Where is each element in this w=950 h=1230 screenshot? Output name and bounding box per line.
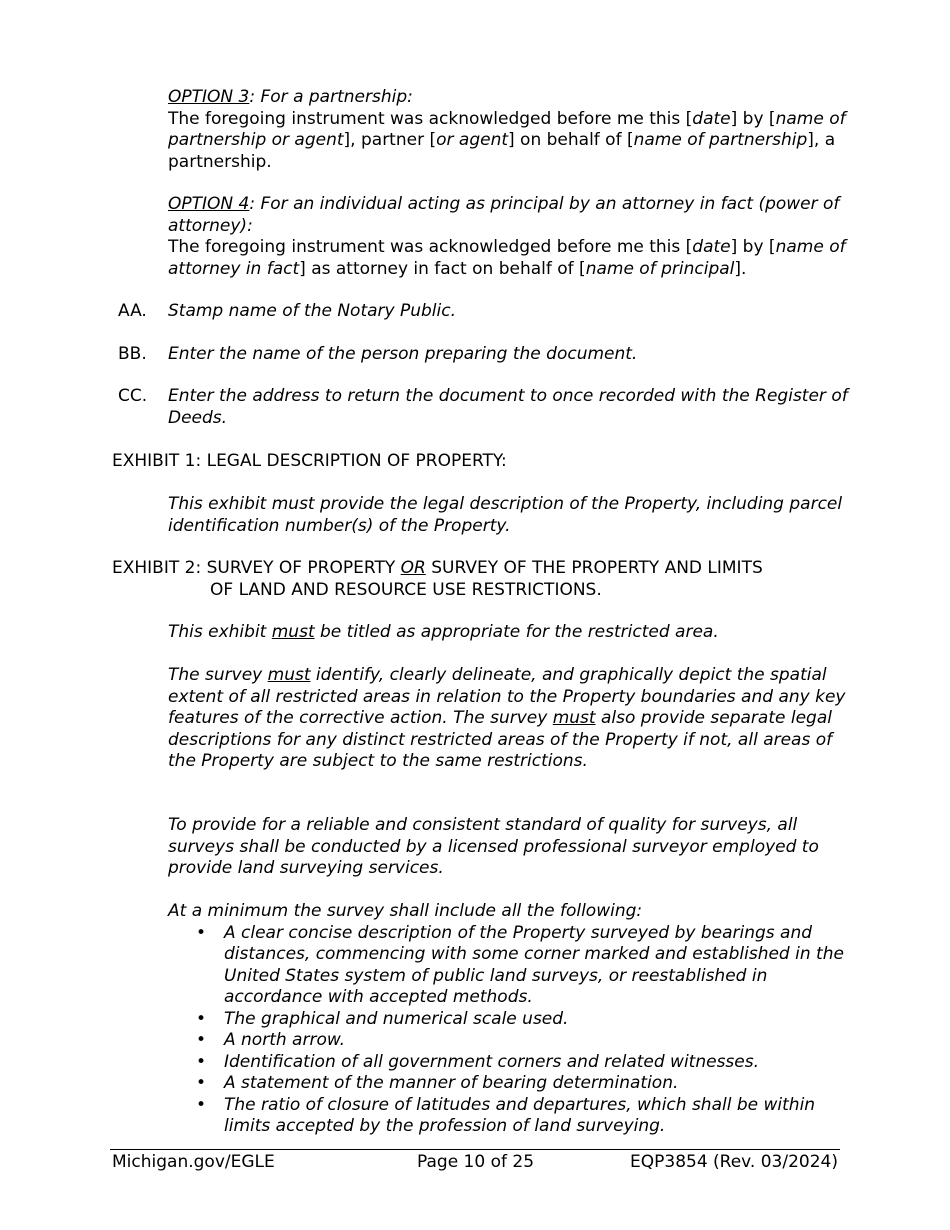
option-4-heading-text: : For an individual acting as principal by an attorney in fact (power of attorney): <box>168 194 840 236</box>
item-bb-text: Enter the name of the person preparing the document. <box>168 344 638 364</box>
text-run: ] by [ <box>730 237 776 257</box>
placeholder-principal: name of principal <box>585 258 735 279</box>
list-item-text: Identification of all government corners and related witnesses. <box>224 1051 760 1072</box>
footer-divider <box>110 1149 840 1150</box>
exhibit-2-title <box>112 558 852 601</box>
footer-form-id: EQP3854 (Rev. 03/2024) <box>630 1152 838 1172</box>
survey-requirements-list <box>168 923 850 1138</box>
option-3-label: OPTION 3 <box>168 87 250 107</box>
list-item <box>168 1095 850 1138</box>
text-run: also provide separate legal descriptions for any distinct restricted areas of the Property if not, all areas of the Property are subject to the same restrictions. <box>168 708 833 771</box>
placeholder-attorney-in-fact: name of attorney in fact <box>168 237 846 279</box>
list-item <box>168 1009 850 1031</box>
exhibit-2-paragraph-2 <box>168 665 850 773</box>
exhibit-2-or: OR <box>400 558 426 578</box>
survey-requirements <box>168 901 850 1138</box>
footer-website: Michigan.gov/EGLE <box>112 1152 275 1172</box>
item-cc-label: CC. <box>118 386 148 406</box>
bullet-icon: • <box>196 1073 207 1093</box>
item-aa-text: Stamp name of the Notary Public. <box>168 301 457 321</box>
placeholder-partnership-or-agent: name of partnership or agent <box>168 108 846 150</box>
exhibit-2-paragraph-1 <box>168 622 850 644</box>
exhibit-2-title-line-1 <box>112 558 852 580</box>
text-run: identify, clearly delineate, and graphically depict the spatial extent of all restricted areas in relation to the Property boundaries and any key features of the corrective action. The survey <box>168 665 846 728</box>
text-run: The foregoing instrument was acknowledged before me this [ <box>168 237 693 257</box>
list-item-text: A clear concise description of the Property surveyed by bearings and distances, commencing with some corner marked and established in the United States system of public land surveys, or reestablished in accordance with accepted methods. <box>224 922 844 1007</box>
bullet-icon: • <box>196 1008 207 1029</box>
must-emphasis: must <box>552 708 596 728</box>
list-item-text: A statement of the manner of bearing determination. <box>224 1073 679 1093</box>
text-run: ]. <box>734 258 747 279</box>
option-3-body <box>168 109 850 174</box>
text-run: The foregoing instrument was acknowledged before me this [ <box>168 108 693 129</box>
footer-page-number: Page 10 of 25 <box>417 1152 535 1172</box>
item-bb-label: BB. <box>118 344 147 364</box>
item-aa-label: AA. <box>118 301 147 321</box>
list-item-text: A north arrow. <box>224 1030 346 1050</box>
exhibit-1-title: EXHIBIT 1: LEGAL DESCRIPTION OF PROPERTY: <box>112 451 507 471</box>
text-run: ] by [ <box>730 108 776 129</box>
list-item <box>168 923 850 1009</box>
text-run: be titled as appropriate for the restricted area. <box>314 622 719 642</box>
list-item <box>168 1052 850 1074</box>
text-run: ], a partnership. <box>168 130 836 172</box>
option-4-section <box>168 194 850 280</box>
bullet-icon: • <box>196 922 207 943</box>
bullet-icon: • <box>196 1030 207 1050</box>
list-item-text: The ratio of closure of latitudes and departures, which shall be within limits accepted by the profession of land surveying. <box>224 1094 816 1136</box>
bullet-icon: • <box>196 1094 207 1115</box>
option-3-section <box>168 87 850 173</box>
list-item-text: The graphical and numerical scale used. <box>224 1008 569 1029</box>
list-item <box>168 1073 850 1095</box>
placeholder-date: date <box>692 237 731 257</box>
option-4-heading <box>168 194 850 237</box>
survey-list-intro: At a minimum the survey shall include all the following: <box>168 901 643 921</box>
option-4-label: OPTION 4 <box>168 194 250 214</box>
exhibit-2-paragraph-3: To provide for a reliable and consistent standard of quality for surveys, all surveys shall be conducted by a licensed professional surveyor employed to provide land surveying services. <box>168 815 819 878</box>
text-run: SURVEY OF THE PROPERTY AND LIMITS <box>425 558 763 578</box>
item-cc-text: Enter the address to return the document to once recorded with the Register of Deeds. <box>168 386 848 428</box>
list-item <box>168 1030 850 1052</box>
placeholder-agent: or agent <box>436 130 509 150</box>
bullet-icon: • <box>196 1051 207 1072</box>
text-run: ] on behalf of [ <box>508 130 634 150</box>
placeholder-date: date <box>692 108 731 129</box>
must-emphasis: must <box>271 622 315 642</box>
must-emphasis: must <box>267 665 311 685</box>
text-run: ] as attorney in fact on behalf of [ <box>299 258 586 279</box>
exhibit-2-title-line-2: OF LAND AND RESOURCE USE RESTRICTIONS. <box>210 579 602 600</box>
text-run: ], partner [ <box>343 130 437 150</box>
placeholder-partnership: name of partnership <box>633 130 808 150</box>
option-3-heading <box>168 87 850 109</box>
text-run: This exhibit <box>168 622 272 642</box>
option-4-body <box>168 237 850 280</box>
exhibit-1-body: This exhibit must provide the legal description of the Property, including parcel identification number(s) of the Property. <box>168 494 843 536</box>
option-3-heading-text: : For a partnership: <box>249 87 413 107</box>
text-run: EXHIBIT 2: SURVEY OF PROPERTY <box>112 558 401 578</box>
text-run: The survey <box>168 665 268 685</box>
